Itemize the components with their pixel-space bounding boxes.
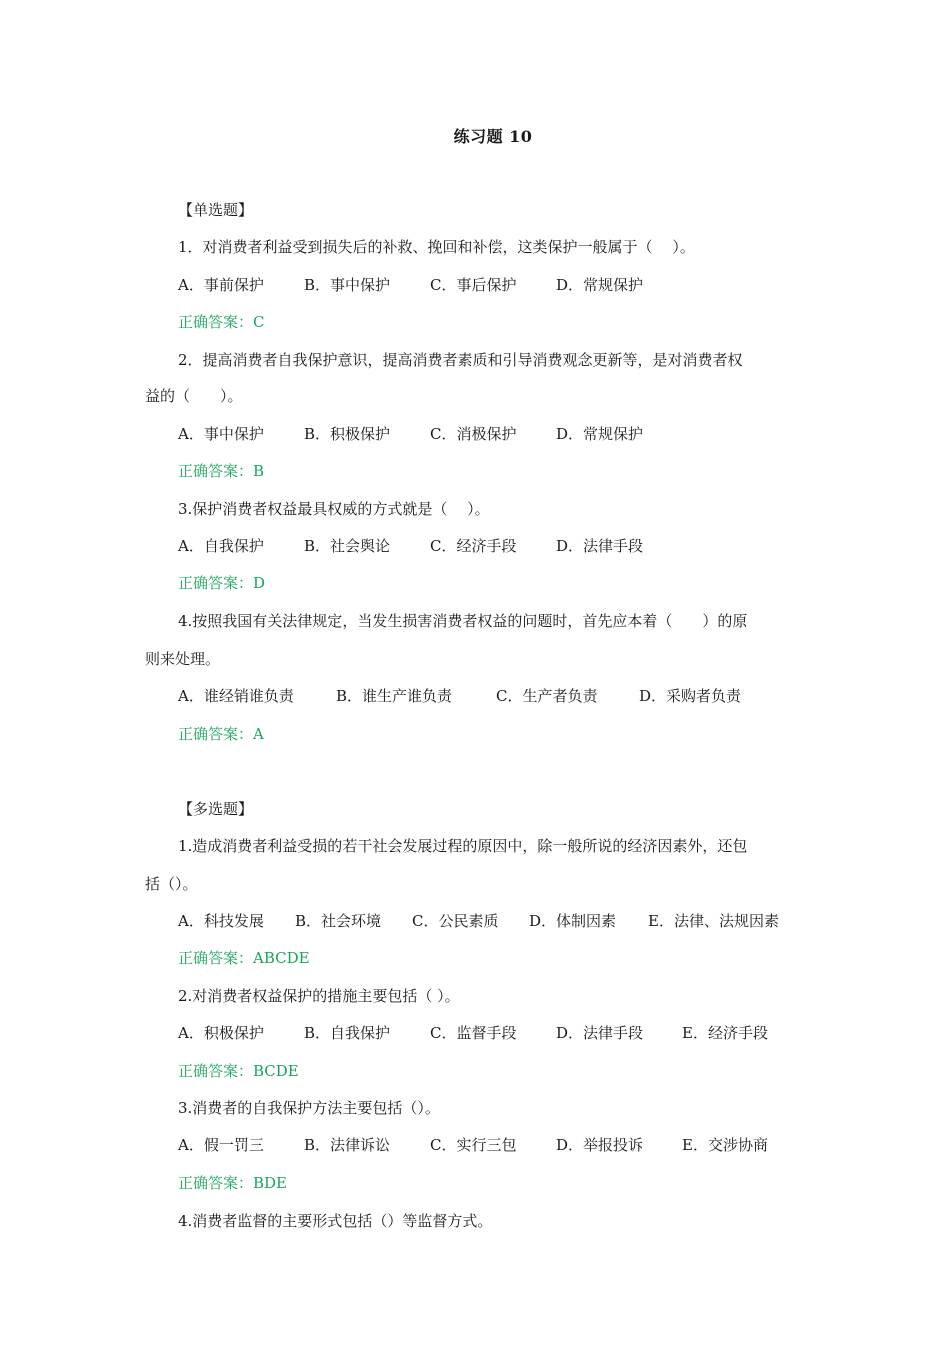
multi-q1-text-line2: 括（）。 <box>145 875 198 893</box>
multi-q1-text-line1: 1.造成消费者利益受损的若干社会发展过程的原因中，除一般所说的经济因素外，还包 <box>178 837 748 855</box>
option: A．假一罚三 <box>178 1136 264 1154</box>
single-q1-options <box>178 275 643 295</box>
option: C．消极保护 <box>430 425 517 443</box>
option: A．积极保护 <box>178 1024 264 1042</box>
multi-q4-text: 4.消费者监督的主要形式包括（）等监督方式。 <box>178 1212 493 1230</box>
multi-q3-options <box>178 1135 768 1155</box>
multi-q1-answer: 正确答案：ABCDE <box>178 949 310 967</box>
option: D．举报投诉 <box>556 1136 644 1154</box>
single-q1-text: 1．对消费者利益受到损失后的补救、挽回和补偿，这类保护一般属于（ ）。 <box>178 238 695 256</box>
option: B．事中保护 <box>304 276 391 294</box>
multi-q2-options <box>178 1023 768 1043</box>
option: E．交涉协商 <box>682 1136 768 1154</box>
option: B．自我保护 <box>304 1024 391 1042</box>
option: D．体制因素 <box>529 912 617 930</box>
option: A．事中保护 <box>178 425 264 443</box>
option: C．事后保护 <box>430 276 517 294</box>
option: B．社会舆论 <box>304 537 391 555</box>
option: E．法律、法规因素 <box>648 912 779 930</box>
option: D．常规保护 <box>556 276 644 294</box>
option: D．法律手段 <box>556 537 644 555</box>
multi-q3-text: 3.消费者的自我保护方法主要包括（）。 <box>178 1099 440 1117</box>
multi-q3-answer: 正确答案：BDE <box>178 1174 287 1192</box>
single-q3-text: 3.保护消费者权益最具权威的方式就是（ ）。 <box>178 500 490 518</box>
single-q2-text-line2: 益的（ ）。 <box>145 387 243 405</box>
option: B．谁生产谁负责 <box>336 687 453 705</box>
option: C．生产者负责 <box>496 687 598 705</box>
single-q4-text-line2: 则来处理。 <box>145 650 221 668</box>
single-q2-text-line1: 2．提高消费者自我保护意识，提高消费者素质和引导消费观念更新等，是对消费者权 <box>178 351 743 369</box>
option: D．采购者负责 <box>639 687 742 705</box>
option: C．公民素质 <box>412 912 499 930</box>
option: A．事前保护 <box>178 276 264 294</box>
option: C．经济手段 <box>430 537 517 555</box>
single-q2-options <box>178 424 643 444</box>
option: B．积极保护 <box>304 425 391 443</box>
single-choice-heading: 【单选题】 <box>178 201 254 219</box>
option: C．实行三包 <box>430 1136 517 1154</box>
single-q4-text-line1: 4.按照我国有关法律规定，当发生损害消费者权益的问题时，首先应本着（ ）的原 <box>178 612 748 630</box>
multi-q2-text: 2.对消费者权益保护的措施主要包括（ ）。 <box>178 987 460 1005</box>
option: B．法律诉讼 <box>304 1136 391 1154</box>
multi-choice-heading: 【多选题】 <box>178 800 254 818</box>
option: E．经济手段 <box>682 1024 768 1042</box>
multi-q2-answer: 正确答案：BCDE <box>178 1062 299 1080</box>
single-q4-options <box>178 686 741 706</box>
option: B．社会环境 <box>295 912 382 930</box>
single-q1-answer: 正确答案：C <box>178 313 265 331</box>
single-q3-answer: 正确答案：D <box>178 574 266 592</box>
option: D．法律手段 <box>556 1024 644 1042</box>
option: A．谁经销谁负责 <box>178 687 294 705</box>
option: C．监督手段 <box>430 1024 517 1042</box>
single-q4-answer: 正确答案：A <box>178 725 264 743</box>
option: A．自我保护 <box>178 537 264 555</box>
option: D．常规保护 <box>556 425 644 443</box>
page-title: 练习题 10 <box>453 127 533 146</box>
single-q2-answer: 正确答案：B <box>178 462 265 480</box>
single-q3-options <box>178 536 643 556</box>
option: A．科技发展 <box>178 912 264 930</box>
multi-q1-options <box>178 911 779 931</box>
